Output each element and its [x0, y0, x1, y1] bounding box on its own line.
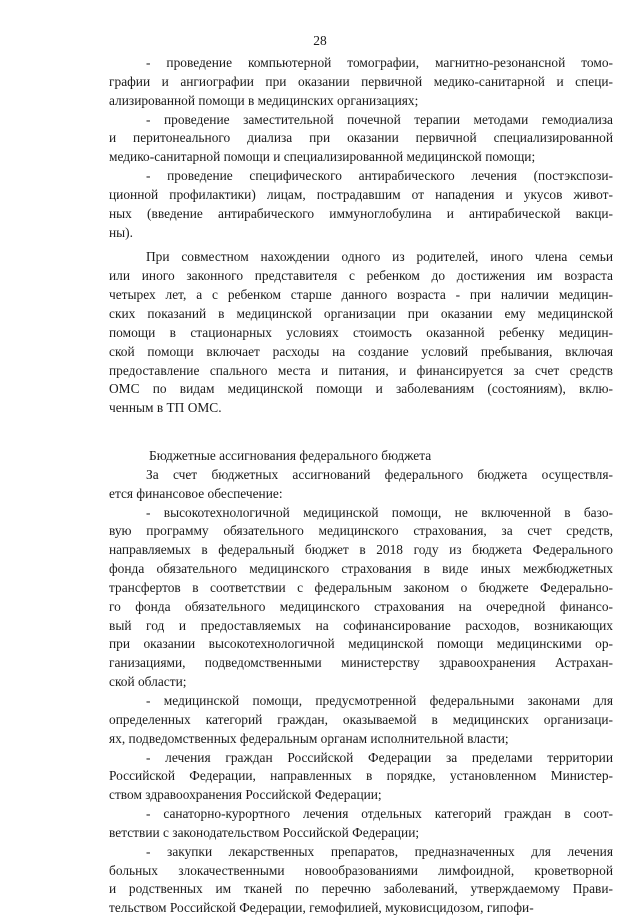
paragraph-parent-stay: [109, 248, 613, 418]
page-number: 28: [313, 33, 327, 48]
text-line: ализированной помощи в медицинских организациях;: [109, 92, 419, 108]
text-line: определенных категорий граждан, оказываемой в медицинских организаци-: [109, 711, 613, 727]
text-line: ционной профилактики) лицам, пострадавшим от нападения и укусов живот-: [109, 186, 613, 202]
text-line: трансфертов в соответствии с федеральным законом о бюджете Федерально-: [109, 579, 613, 595]
text-line: ОМС по видам медицинской помощи и заболеваниям (состояниям), вклю-: [109, 381, 613, 397]
text-line: го фонда обязательного медицинского страхования на очередной финансо-: [109, 598, 613, 614]
list-item-federal-law-care: [109, 692, 613, 749]
text-line: направляемых в федеральный бюджет в 2018 году из бюджета Федерального: [109, 542, 613, 558]
document-body: [109, 54, 613, 918]
list-item-drug-purchase: [109, 843, 613, 918]
text-line: ских показаний в медицинской организации при оказании ему медицинской: [109, 305, 613, 321]
text-line: тельством Российской Федерации, гемофилией, муковисцидозом, гипофи-: [109, 900, 534, 916]
text-line: помощи в стационарных условиях стоимость оказанной ребенку медицин-: [109, 324, 613, 340]
text-line: или иного законного представителя с ребенком до достижения им возраста: [109, 268, 613, 284]
text-line: Бюджетные ассигнования федерального бюджета: [149, 448, 432, 464]
text-line: ны).: [109, 224, 133, 240]
text-line: ется финансовое обеспечение:: [109, 485, 283, 501]
text-line: - проведение компьютерной томографии, магнитно-резонансной томо-: [146, 55, 613, 70]
text-line: и родственных им тканей по перечню заболеваний, утверждаемому Прави-: [109, 881, 613, 897]
list-item-antirabies: [109, 167, 613, 242]
list-item-high-tech-care: [109, 504, 613, 692]
list-item-sanatorium: [109, 805, 613, 843]
text-line: ством здравоохранения Российской Федерации;: [109, 787, 382, 803]
text-line: - высокотехнологичной медицинской помощи, не включенной в базо-: [146, 504, 613, 520]
text-line: графии и ангиографии при оказании первичной медико-санитарной и специ-: [109, 73, 613, 89]
text-line: ных (введение антирабического иммуноглобулина и антирабической вакци-: [109, 205, 613, 221]
text-line: и перитонеального диализа при оказании первичной специализированной: [109, 130, 613, 146]
paragraph-federal-funding-intro: [109, 466, 613, 504]
text-line: За счет бюджетных ассигнований федерального бюджета осуществля-: [146, 466, 613, 482]
list-item-ct-mri: [109, 54, 613, 111]
text-line: вый год и предоставляемых на софинансирование расходов, возникающих: [109, 617, 613, 633]
text-line: предоставление спального места и питания, и финансируется за счет средств: [109, 362, 613, 378]
text-line: фонда обязательного медицинского страхования в виде иных межбюджетных: [109, 561, 613, 577]
text-line: ях, подведомственных федеральным органам исполнительной власти;: [109, 730, 509, 746]
text-line: при оказании высокотехнологичной медицинской помощи медицинскими ор-: [109, 636, 613, 652]
text-line: - проведение заместительной почечной терапии методами гемодиализа: [146, 111, 613, 127]
text-line: - санаторно-курортного лечения отдельных категорий граждан в соот-: [146, 806, 613, 822]
text-line: ской помощи включает расходы на создание условий пребывания, включая: [109, 343, 613, 359]
text-line: Российской Федерации, направленных в порядке, установленном Министер-: [109, 768, 613, 784]
text-line: ченным в ТП ОМС.: [109, 400, 222, 416]
text-line: больных злокачественными новообразованиями лимфоидной, кроветворной: [109, 862, 613, 878]
text-line: ской области;: [109, 674, 187, 690]
text-line: ганизациями, подведомственными министерству здравоохранения Астрахан-: [109, 655, 613, 671]
text-line: медико-санитарной помощи и специализированной медицинской помощи;: [109, 149, 536, 165]
text-line: четырех лет, а с ребенком старше данного возраста - при наличии медицин-: [109, 287, 613, 303]
section-heading: [109, 447, 613, 466]
text-line: - медицинской помощи, предусмотренной федеральными законами для: [146, 693, 613, 708]
text-line: - проведение специфического антирабического лечения (постэкспози-: [146, 168, 613, 184]
text-line: При совместном нахождении одного из родителей, иного члена семьи: [146, 249, 613, 265]
list-item-treatment-abroad: [109, 749, 613, 806]
text-line: вую программу обязательного медицинского страхования, за счет средств,: [109, 523, 613, 539]
text-line: - лечения граждан Российской Федерации за пределами территории: [146, 749, 613, 765]
list-item-dialysis: [109, 111, 613, 168]
text-line: - закупки лекарственных препаратов, предназначенных для лечения: [146, 843, 613, 859]
text-line: ветствии с законодательством Российской Федерации;: [109, 824, 420, 840]
